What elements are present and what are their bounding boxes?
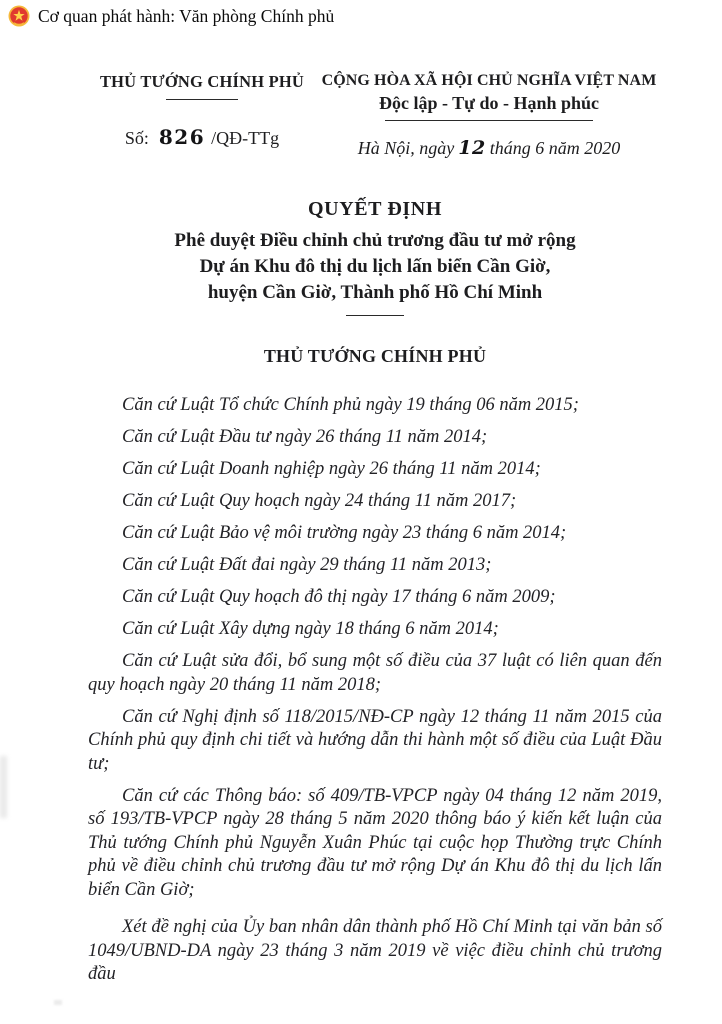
legal-basis-paragraph: Căn cứ Luật Bảo vệ môi trường ngày 23 tháng 6 năm 2014; xyxy=(122,523,567,543)
issuing-agency-block xyxy=(88,72,316,159)
legal-basis-paragraph: Căn cứ Luật Doanh nghiệp ngày 26 tháng 11 năm 2014; xyxy=(122,459,541,479)
legal-basis-paragraph: Căn cứ Nghị định số 118/2015/NĐ-CP ngày 12 tháng 11 năm 2015 của Chính phủ quy định chi tiết và hướng dẫn thi hành một số điều của Luật Đầu tư; xyxy=(88,706,662,774)
document-header xyxy=(88,72,662,159)
scan-artifact xyxy=(54,1000,62,1005)
document-title-line-1: Phê duyệt Điều chỉnh chủ trương đầu tư mở rộng xyxy=(174,230,576,251)
issuer-heading: THỦ TƯỚNG CHÍNH PHỦ xyxy=(263,346,487,366)
document-body xyxy=(88,394,662,987)
issuer-annotation-label: Cơ quan phát hành: Văn phòng Chính phủ xyxy=(38,5,335,26)
national-motto-block xyxy=(316,72,662,159)
dateline-suffix: tháng 6 năm 2020 xyxy=(489,138,621,158)
motto-underline xyxy=(385,120,593,121)
issuing-agency-name: THỦ TƯỚNG CHÍNH PHỦ xyxy=(99,72,305,91)
document-title-block xyxy=(88,198,662,316)
document-title-line-3: huyện Cần Giờ, Thành phố Hồ Chí Minh xyxy=(207,282,543,303)
proposal-paragraph: Xét đề nghị của Ủy ban nhân dân thành phố Hồ Chí Minh tại văn bản số 1049/UBND-DA ngày 23 tháng 3 năm 2019 về việc điều chỉnh chủ trương đầu xyxy=(88,917,662,984)
scan-artifact xyxy=(0,756,7,818)
legal-basis-paragraph: Căn cứ các Thông báo: số 409/TB-VPCP ngày 04 tháng 12 năm 2019, số 193/TB-VPCP ngày 28 tháng 5 năm 2020 thông báo ý kiến kết luận của Thủ tướng Chính phủ Nguyễn Xuân Phúc tại cuộc họp Thường trực Chính phủ về điều chỉnh chủ trương đầu tư mở rộng Dự án Khu đô thị du lịch lấn biển Cần Giờ; xyxy=(88,785,662,900)
document-number-value: 826 xyxy=(158,125,206,149)
document-number-suffix: /QĐ-TTg xyxy=(211,128,280,148)
document-title-line-2: Dự án Khu đô thị du lịch lấn biển Cần Giờ, xyxy=(199,256,551,277)
legal-basis-paragraph: Căn cứ Luật Đầu tư ngày 26 tháng 11 năm 2014; xyxy=(122,427,488,447)
document-type-heading: QUYẾT ĐỊNH xyxy=(308,198,442,220)
dateline-day-value: 12 xyxy=(458,137,486,159)
issuer-annotation-bar xyxy=(8,5,334,27)
place-dateline xyxy=(316,137,662,159)
legal-basis-paragraph: Căn cứ Luật Quy hoạch đô thị ngày 17 tháng 6 năm 2009; xyxy=(122,587,556,607)
legal-basis-paragraph: Căn cứ Luật Quy hoạch ngày 24 tháng 11 năm 2017; xyxy=(122,491,517,511)
document-number-label: Số: xyxy=(124,128,149,148)
dateline-prefix: Hà Nội, ngày xyxy=(357,138,455,158)
document-number xyxy=(88,125,316,149)
national-motto: Độc lập - Tự do - Hạnh phúc xyxy=(378,93,600,113)
vietnam-emblem-icon xyxy=(8,5,30,27)
national-title: CỘNG HÒA XÃ HỘI CHỦ NGHĨA VIỆT NAM xyxy=(321,72,657,89)
legal-basis-paragraph: Căn cứ Luật sửa đổi, bổ sung một số điều của 37 luật có liên quan đến quy hoạch ngày 20 tháng 11 năm 2018; xyxy=(88,651,662,695)
scanned-document xyxy=(88,72,662,995)
legal-basis-paragraph: Căn cứ Luật Tổ chức Chính phủ ngày 19 tháng 06 năm 2015; xyxy=(122,395,579,415)
title-underline xyxy=(346,315,404,316)
agency-underline xyxy=(166,99,238,100)
legal-basis-paragraph: Căn cứ Luật Đất đai ngày 29 tháng 11 năm 2013; xyxy=(122,555,492,575)
legal-basis-paragraph: Căn cứ Luật Xây dựng ngày 18 tháng 6 năm 2014; xyxy=(122,619,499,639)
